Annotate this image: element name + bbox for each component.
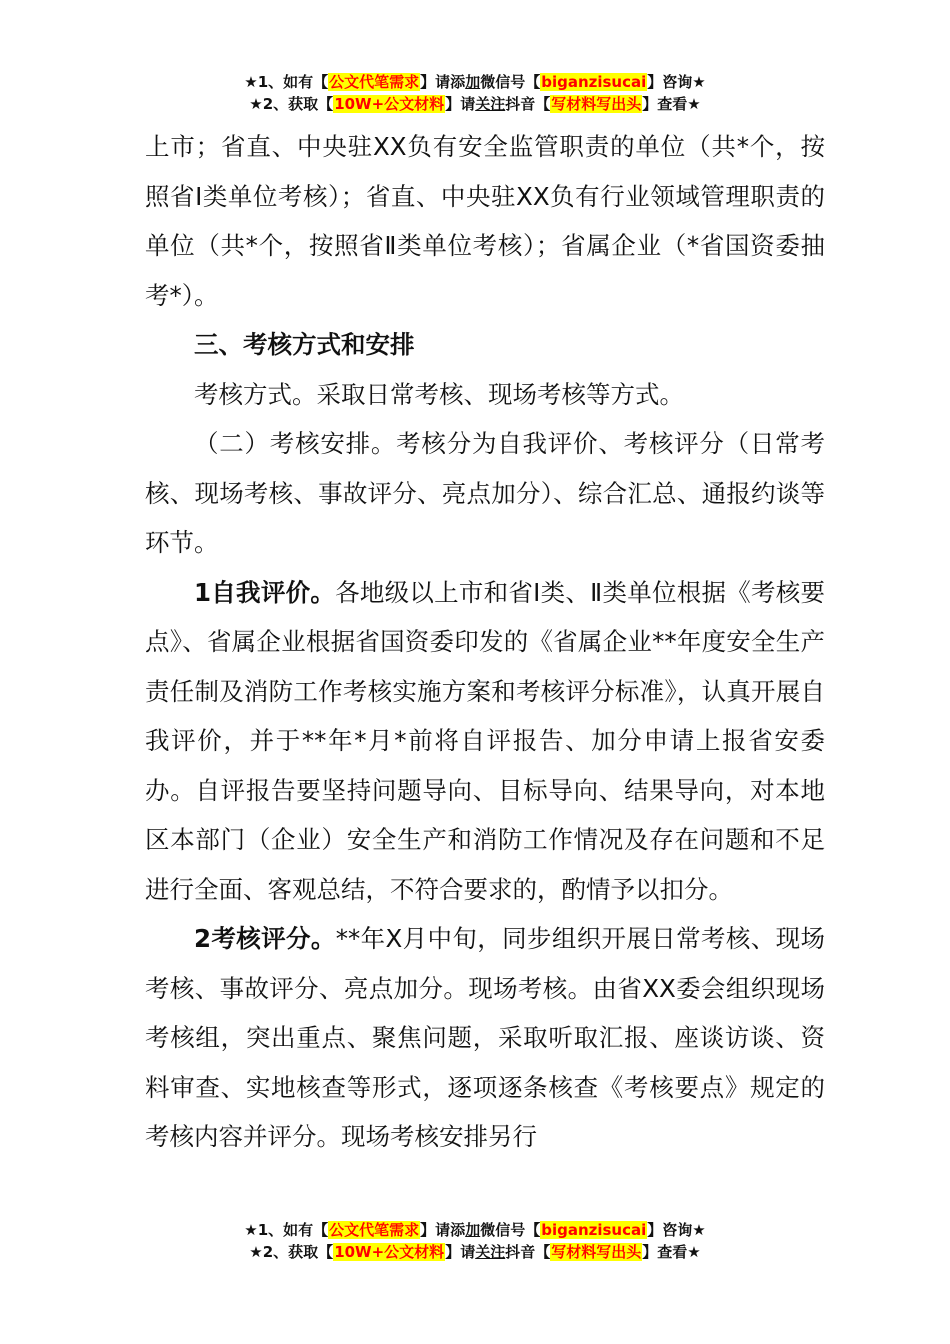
- banner-text: 】咨询★: [647, 1221, 706, 1239]
- document-body: [145, 122, 825, 1162]
- banner-text: 】请添: [420, 73, 466, 91]
- banner-line-1: [0, 1219, 950, 1241]
- paragraph-lead: 2考核评分。: [194, 924, 336, 953]
- banner-line-2: [0, 93, 950, 115]
- paragraph-lead: 1自我评价。: [194, 577, 336, 607]
- banner-highlight: 公文代笔需求: [329, 73, 420, 91]
- section-heading: 三、考核方式和安排: [194, 330, 415, 359]
- banner-line-2: [0, 1241, 950, 1263]
- banner-text: 微信号【: [480, 73, 541, 91]
- banner-text: 】咨询★: [647, 73, 706, 91]
- banner-text: 】查看★: [642, 1243, 701, 1261]
- banner-text: ★1、如有【: [244, 73, 329, 91]
- paragraph-body: **年X月中旬，同步组织开展日常考核、现场考核、事故评分、亮点加分。现场考核。由省XX委会组织现场考核组，突出重点、聚焦问题，采取听取汇报、座谈访谈、资料审查、实地核查等形式，逐项逐条核查《考核要点》规定的考核内容并评分。现场考核安排另行: [145, 924, 825, 1151]
- paragraph-self-evaluation: [145, 568, 825, 915]
- banner-highlight: 10W+公文材料: [334, 1243, 445, 1261]
- banner-underline: 加: [465, 73, 481, 91]
- banner-highlight: biganzisucai: [541, 1221, 647, 1239]
- paragraph-continuation: 上市；省直、中央驻XX负有安全监管职责的单位（共*个，按照省Ⅰ类单位考核）；省直、中央驻XX负有行业领域管理职责的单位（共*个，按照省Ⅱ类单位考核）；省属企业（*省国资委抽考*）。: [145, 132, 825, 310]
- paragraph-scoring: [145, 914, 825, 1162]
- banner-text: 】请: [445, 1243, 476, 1261]
- paragraph-assessment-method: 考核方式。采取日常考核、现场考核等方式。: [194, 379, 684, 409]
- banner-highlight: biganzisucai: [541, 73, 647, 91]
- banner-text: ★1、如有【: [244, 1221, 329, 1239]
- banner-highlight: 公文代笔需求: [329, 1221, 420, 1239]
- banner-underline: 关注: [475, 95, 506, 113]
- banner-underline: 加: [465, 1221, 481, 1239]
- banner-highlight: 10W+公文材料: [334, 95, 445, 113]
- banner-text: 】查看★: [642, 95, 701, 113]
- paragraph-assessment-arrangement: （二）考核安排。考核分为自我评价、考核评分（日常考核、现场考核、事故评分、亮点加分）、综合汇总、通报约谈等环节。: [145, 429, 825, 557]
- footer-banner: [0, 1219, 950, 1263]
- banner-highlight: 写材料写出头: [551, 95, 642, 113]
- banner-text: 】请: [445, 95, 476, 113]
- banner-text: 微信号【: [480, 1221, 541, 1239]
- banner-text: ★2、获取【: [249, 95, 334, 113]
- banner-text: 抖音【: [505, 95, 551, 113]
- header-banner: [0, 71, 950, 115]
- paragraph-body: 各地级以上市和省Ⅰ类、Ⅱ类单位根据《考核要点》、省属企业根据省国资委印发的《省属企业**年度安全生产责任制及消防工作考核实施方案和考核评分标准》，认真开展自我评价，并于**年*月*前将自评报告、加分申请上报省安委办。自评报告要坚持问题导向、目标导向、结果导向，对本地区本部门（企业）安全生产和消防工作情况及存在问题和不足进行全面、客观总结，不符合要求的，酌情予以扣分。: [145, 577, 825, 904]
- banner-text: 】请添: [420, 1221, 466, 1239]
- banner-text: ★2、获取【: [249, 1243, 334, 1261]
- banner-underline: 关注: [475, 1243, 506, 1261]
- banner-text: 抖音【: [505, 1243, 551, 1261]
- banner-line-1: [0, 71, 950, 93]
- banner-highlight: 写材料写出头: [551, 1243, 642, 1261]
